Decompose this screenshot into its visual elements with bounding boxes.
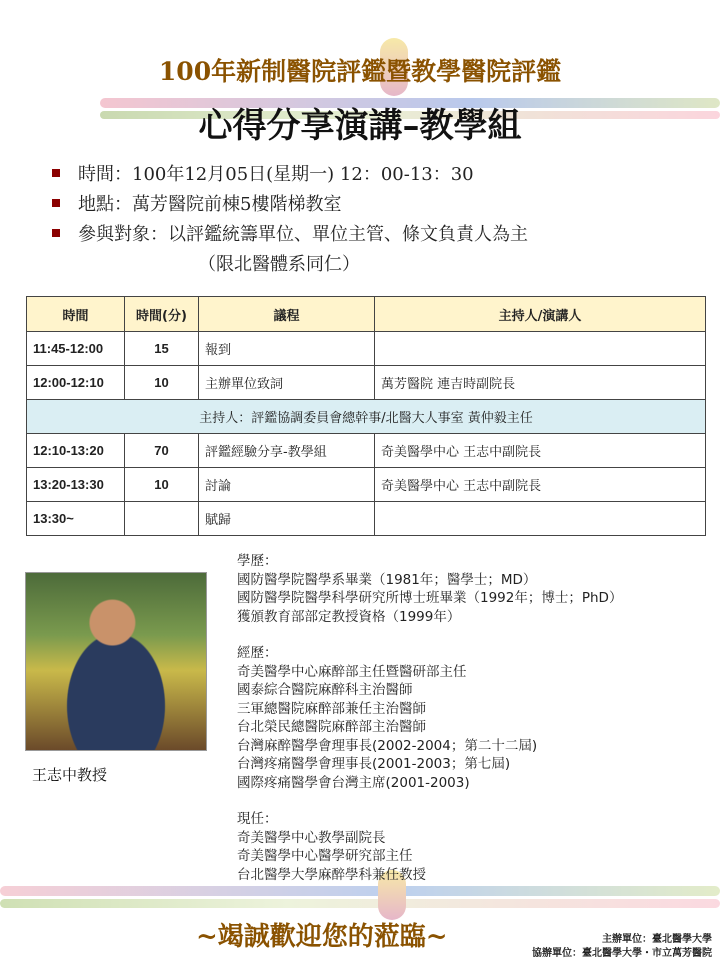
co-organizer-text: 協辦單位：臺北醫學大學・市立萬芳醫院 [532,948,712,959]
cell-speaker: 奇美醫學中心 王志中副院長 [375,434,706,468]
bullet-icon [52,199,60,207]
header-time: 時間 [27,297,125,332]
info-audience-note [52,248,528,278]
cell-speaker: 萬芳醫院 連吉時副院長 [375,366,706,400]
experience-item: 國泰綜合醫院麻醉科主治醫師 [237,682,413,698]
organizer-text: 主辦單位：臺北醫學大學 [602,934,712,945]
header-speaker: 主持人/演講人 [375,297,706,332]
cell-agenda: 報到 [199,332,375,366]
experience-title: 經歷： [237,645,278,661]
experience-item: 三軍總醫院麻醉部兼任主治醫師 [237,700,426,717]
bullet-icon [52,229,60,237]
cell-speaker [375,332,706,366]
cell-agenda: 評鑑經驗分享-教學組 [199,434,375,468]
page-title: 100年新制醫院評鑑暨教學醫院評鑑 [158,57,562,86]
decorative-stripe [0,886,720,896]
cell-speaker [375,502,706,536]
cell-minutes: 10 [125,468,199,502]
cell-time: 11:45-12:00 [27,332,125,366]
table-row [27,468,706,502]
current-item: 台北醫學大學麻醉學科兼任教授 [237,866,426,883]
education-item: 國防醫學院醫學系畢業（1981年；醫學士；MD） [237,571,537,588]
cell-agenda: 主辦單位致詞 [199,366,375,400]
speaker-caption: 王志中教授 [32,766,108,784]
speaker-photo [25,572,207,751]
host-row [27,400,706,434]
education-item: 國防醫學院醫學科學研究所博士班畢業（1992年；博士；PhD） [237,590,623,606]
header-minutes: 時間(分) [125,297,199,332]
current-title: 現任： [237,811,278,827]
info-audience-note-text: （限北醫體系同仁） [198,254,360,275]
experience-item: 奇美醫學中心麻醉部主任暨醫研部主任 [237,663,467,680]
experience-item: 台灣麻醉醫學會理事長(2002-2004；第二十二屆) [237,737,538,754]
cell-minutes: 70 [125,434,199,468]
info-time-text: 時間：100年12月05日(星期一) 12：00-13：30 [78,164,474,185]
bullet-icon [52,169,60,177]
table-header-row [27,297,706,332]
experience-item: 台北榮民總醫院麻醉部主治醫師 [237,719,426,735]
info-time [52,158,528,188]
cell-minutes [125,502,199,536]
current-item: 奇美醫學中心醫學研究部主任 [237,848,413,864]
experience-item: 國際疼痛醫學會台灣主席(2001-2003) [237,774,470,791]
cell-time: 13:20-13:30 [27,468,125,502]
experience-item: 台灣疼痛醫學會理事長(2001-2003；第七屆) [237,756,511,772]
info-place-text: 地點：萬芳醫院前棟5樓階梯教室 [78,194,342,215]
header-agenda: 議程 [199,297,375,332]
table-row [27,366,706,400]
decorative-stripe [0,899,720,908]
cell-time: 12:10-13:20 [27,434,125,468]
cell-time: 12:00-12:10 [27,366,125,400]
table-row [27,502,706,536]
schedule-table [26,296,706,536]
host-row-text: 主持人：評鑑協調委員會總幹事/北醫大人事室 黃仲毅主任 [27,400,706,434]
education-item: 獲頒教育部部定教授資格（1999年） [237,608,461,625]
cell-time: 13:30~ [27,502,125,536]
page-subtitle: 心得分享演講–教學組 [198,106,522,146]
cell-agenda: 賦歸 [199,502,375,536]
info-audience-text: 參與對象：以評鑑統籌單位、單位主管、條文負責人為主 [78,224,528,245]
current-item: 奇美醫學中心教學副院長 [237,829,386,846]
cell-minutes: 15 [125,332,199,366]
speaker-bio [237,552,622,884]
cell-speaker: 奇美醫學中心 王志中副院長 [375,468,706,502]
education-title: 學歷： [237,553,278,569]
event-info [52,158,528,278]
cell-agenda: 討論 [199,468,375,502]
cell-minutes: 10 [125,366,199,400]
info-place [52,188,528,218]
table-row [27,332,706,366]
welcome-banner: ~竭誠歡迎您的蒞臨~ [196,922,448,952]
info-audience [52,218,528,248]
table-row [27,434,706,468]
